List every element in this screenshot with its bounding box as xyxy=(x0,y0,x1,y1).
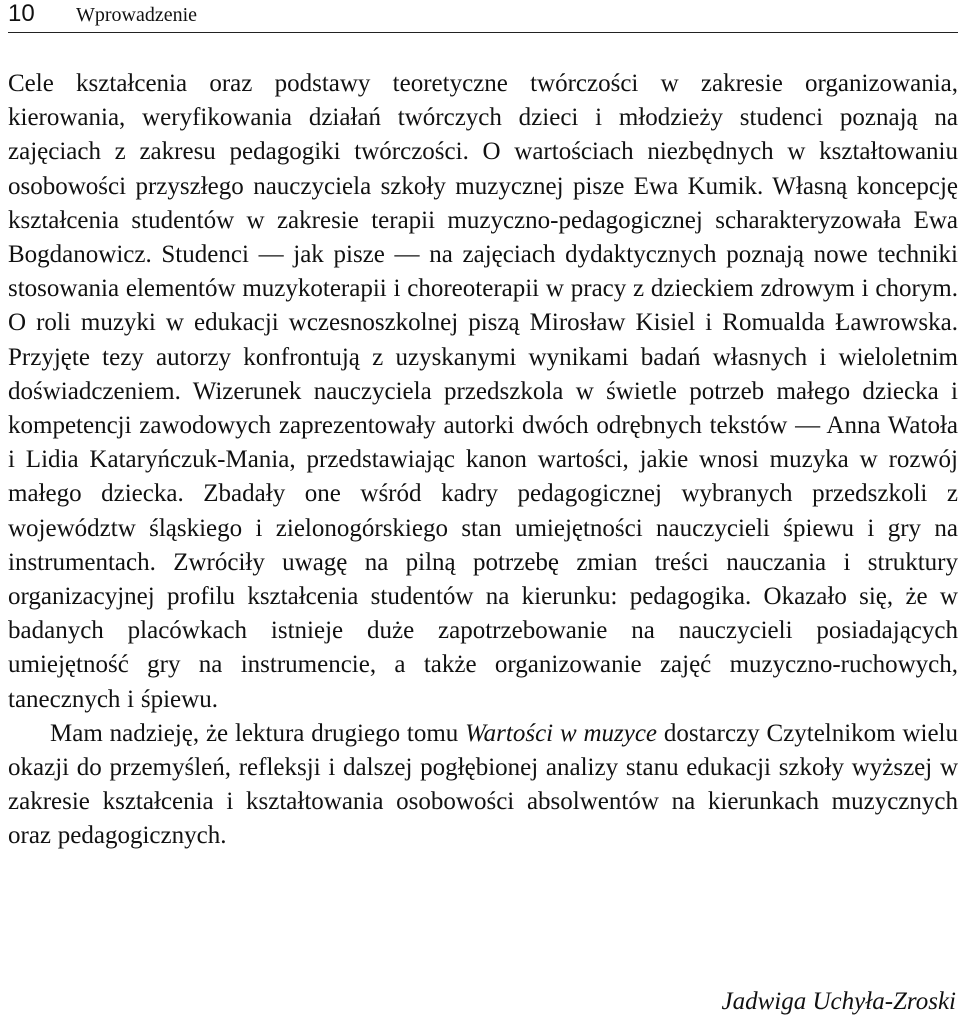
paragraph-2-text-after-title: dostarczy Czytelnikom wielu okazji do przemyśleń, refleksji i dalszej pogłębionej analizy stanu edukacji szkoły wyższej w zakresie kształcenia i kształtowania osobowości absolwentów na kierunkach muzycznych oraz pedagogicznych. xyxy=(8,719,958,850)
paragraph-2 xyxy=(8,717,958,854)
body-text xyxy=(8,67,958,854)
paragraph-2-text-before-title: Mam nadzieję, że lektura drugiego tomu xyxy=(50,719,466,747)
page-header xyxy=(8,0,958,33)
page-number: 10 xyxy=(8,0,35,27)
book-title: Wartości w muzyce xyxy=(465,719,658,747)
running-head: Wprowadzenie xyxy=(76,4,198,26)
paragraph-1: Cele kształcenia oraz podstawy teoretyczne twórczości w zakresie organizowania, kierowania, weryfikowania działań twórczych dzieci i młodzieży studenci poznają na zajęciach z zakresu pedagogiki twórczości. O wartościach niezbędnych w kształtowaniu osobowości przyszłego nauczyciela szkoły muzycznej pisze Ewa Kumik. Własną koncepcję kształcenia studentów w zakresie terapii muzyczno-pedagogicznej scharakteryzowała Ewa Bogdanowicz. Studenci — jak pisze — na zajęciach dydaktycznych poznają nowe techniki stosowania elementów muzykoterapii i choreoterapii w pracy z dzieckiem zdrowym i chorym. O roli muzyki w edukacji wczesnoszkolnej piszą Mirosław Kisiel i Romualda Ławrowska. Przyjęte tezy autorzy konfrontują z uzyskanymi wynikami badań własnych i wieloletnim doświadczeniem. Wizerunek nauczyciela przedszkola w świetle potrzeb małego dziecka i kompetencji zawodowych zaprezentowały autorki dwóch odrębnych tekstów — Anna Watoła i Lidia Kataryńczuk-Mania, przedstawiając kanon wartości, jakie wnosi muzyka w rozwój małego dziecka. Zbadały one wśród kadry pedagogicznej wybranych przedszkoli z województw śląskiego i zielonogórskiego stan umiejętności nauczycieli śpiewu i gry na instrumentach. Zwróciły uwagę na pilną potrzebę zmian treści nauczania i struktury organizacyjnej profilu kształcenia studentów na kierunku: pedagogika. Okazało się, że w badanych placówkach istnieje duże zapotrzebowanie na nauczycieli posiadających umiejętność gry na instrumencie, a także organizowanie zajęć muzyczno-ruchowych, tanecznych i śpiewu. xyxy=(8,70,958,713)
author-signature: Jadwiga Uchyła-Zroski xyxy=(721,988,956,1015)
